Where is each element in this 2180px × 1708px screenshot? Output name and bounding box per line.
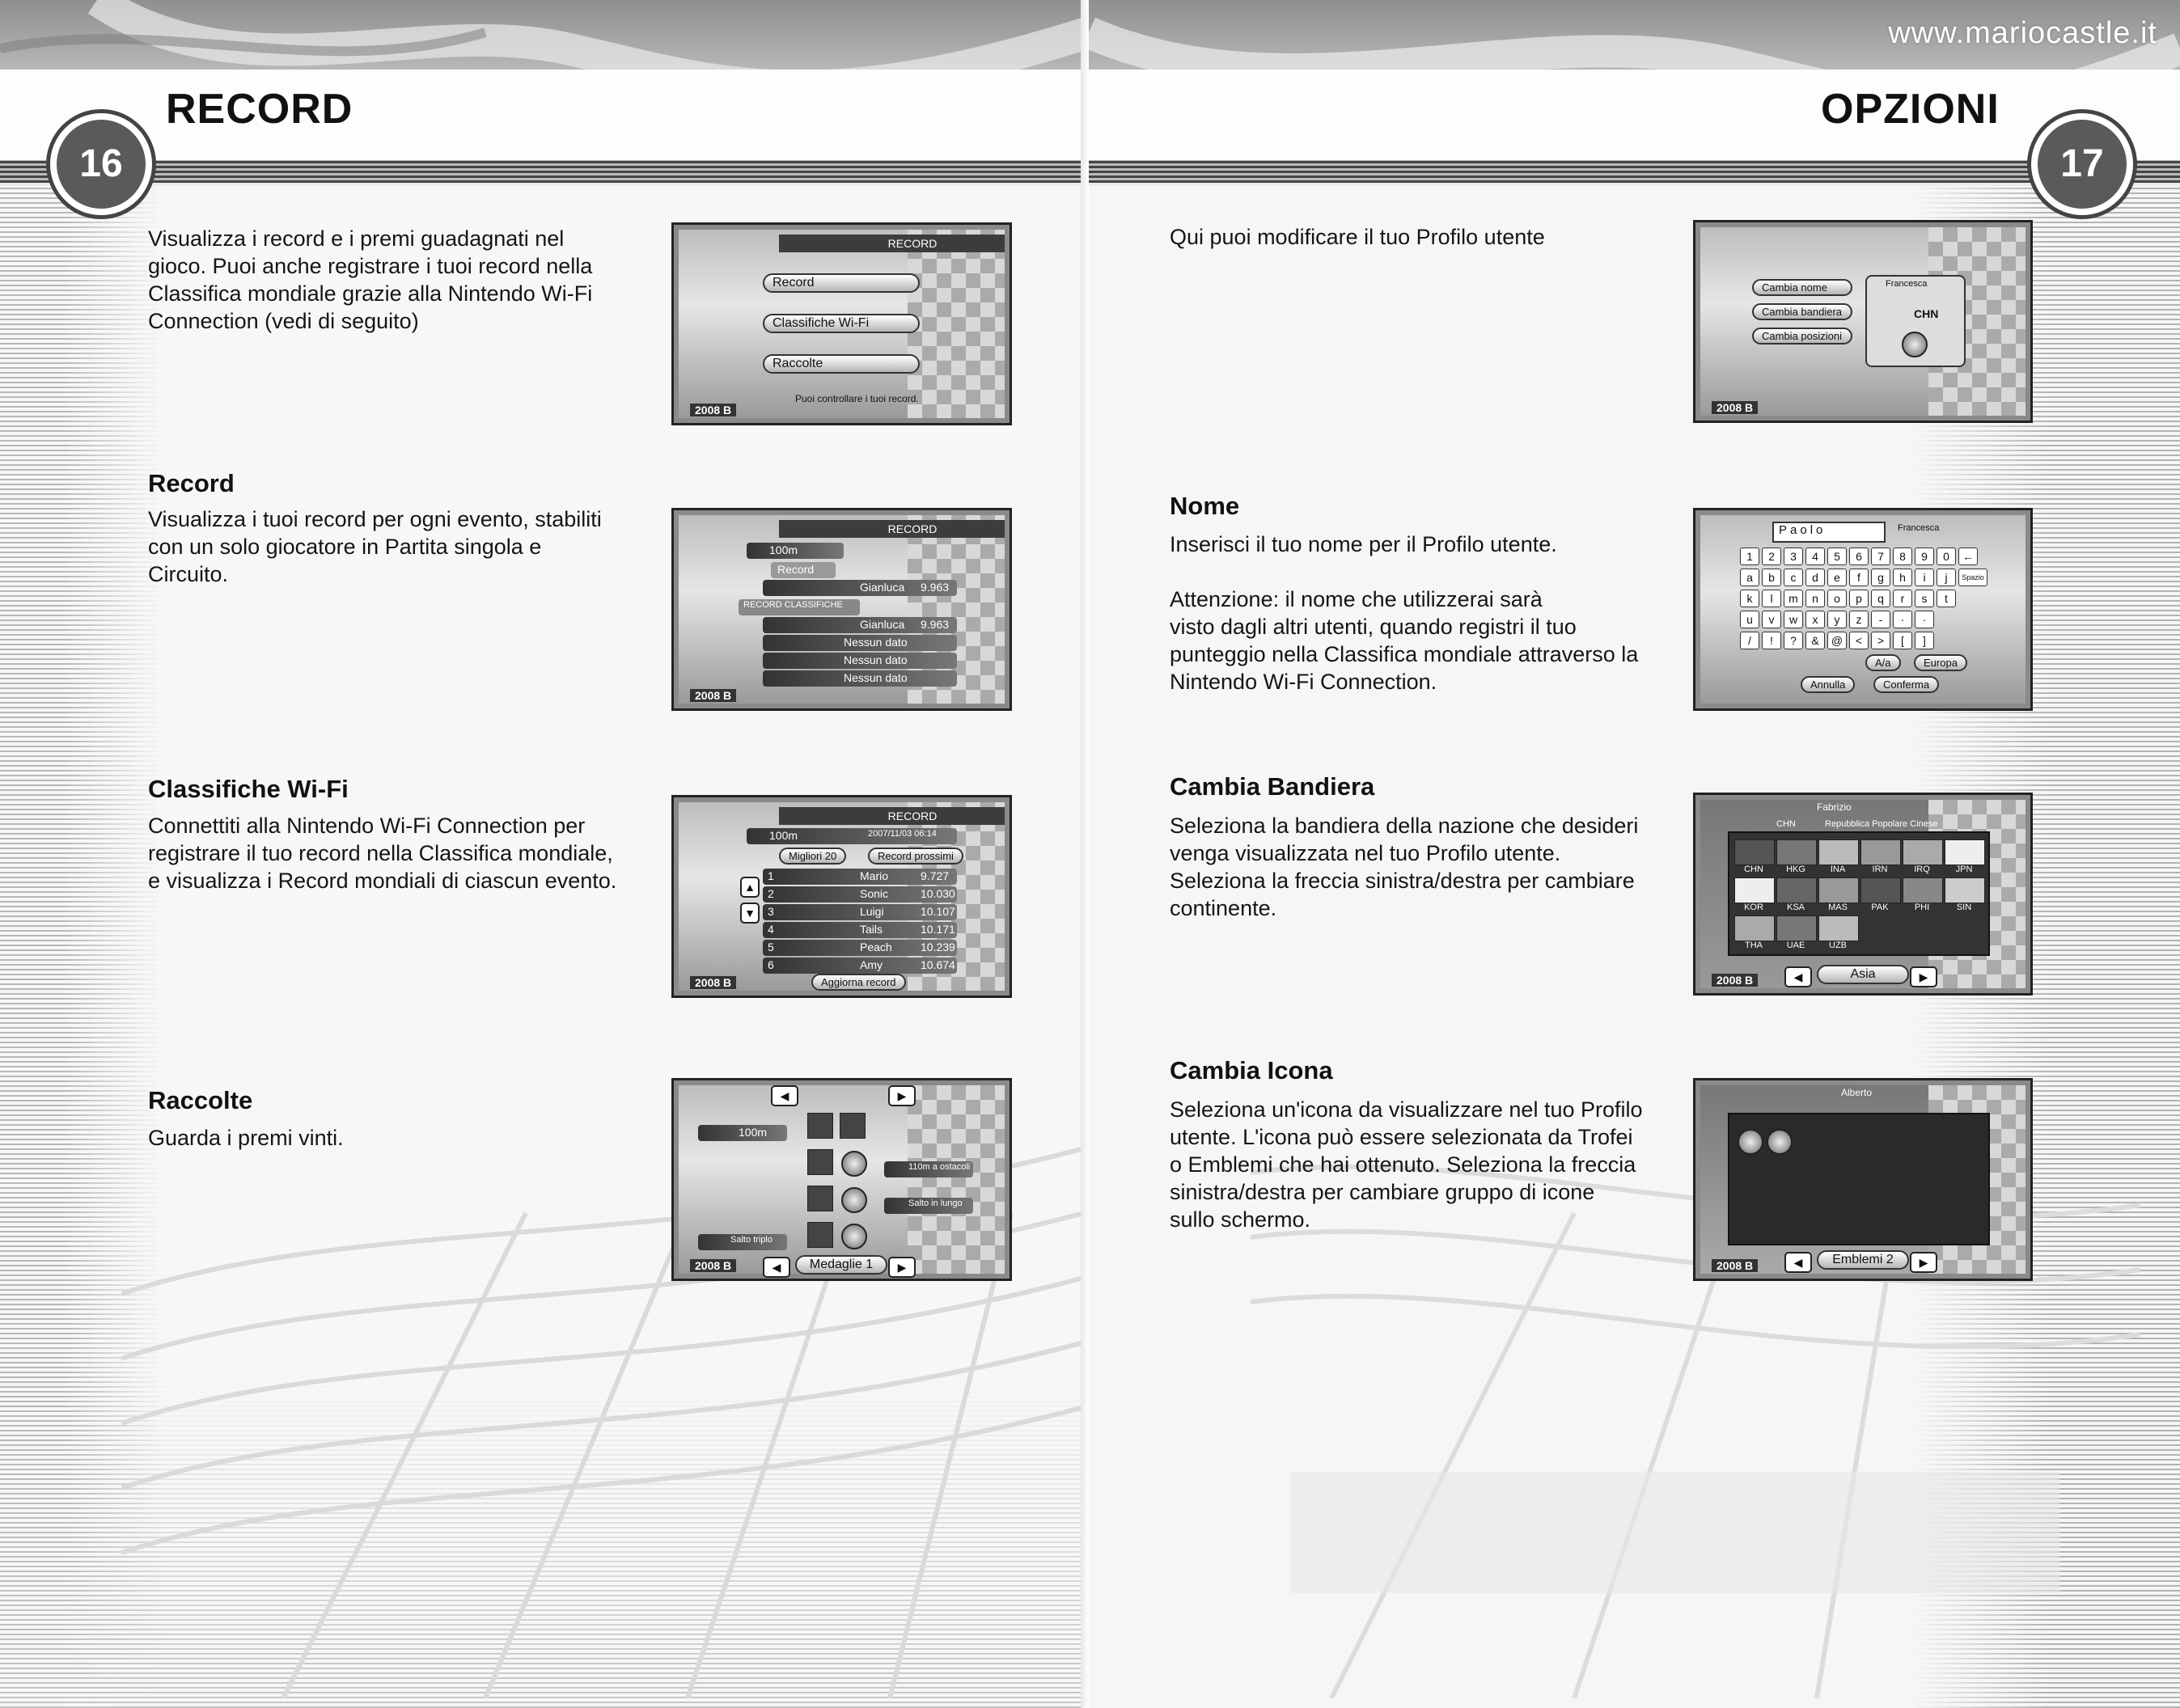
profile-name: Francesca: [1886, 279, 1928, 289]
change-flag-button[interactable]: Cambia bandiera: [1752, 303, 1852, 320]
section-text-icona: Seleziona un'icona da visualizzare nel tuo Profilo utente. L'icona può essere selezionata da Trofei o Emblemi che hai ottenuto. Seleziona la freccia sinistra/destra per cambiare gruppo di icone sullo schermo.: [1170, 1097, 1643, 1232]
record-row: Nessun dato: [763, 635, 957, 651]
cancel-button[interactable]: Annulla: [1801, 676, 1855, 693]
section-text-nome: Inserisci il tuo nome per il Profilo utente. Attenzione: il nome che utilizzerai sarà visto dagli altri utenti, quando registri il tuo punteggio nella Classifica mondiale attraverso la Nintendo Wi-Fi Connection.: [1170, 532, 1639, 694]
ranking-row: 2 Sonic 10.030: [763, 886, 957, 903]
section-text-record: Visualizza i tuoi record per ogni evento, stabiliti con un solo giocatore in Partita singola e Circuito.: [148, 507, 602, 586]
screen-footer: 2008 B: [1712, 974, 1758, 987]
continent-left-icon[interactable]: ◀: [1784, 966, 1812, 987]
section-heading-raccolte: Raccolte: [148, 1086, 253, 1114]
arrow-right-icon[interactable]: ▶: [888, 1085, 916, 1106]
change-position-button[interactable]: Cambia posizioni: [1752, 328, 1852, 345]
tab-near-records[interactable]: Record prossimi: [868, 848, 963, 865]
profile-country: CHN: [1914, 307, 1939, 320]
section-heading-bandiera: Cambia Bandiera: [1170, 772, 1375, 801]
header-white-strip: [0, 70, 1089, 160]
player-name: Fabrizio: [1817, 801, 1852, 813]
section-text-bandiera: Seleziona la bandiera della nazione che desideri venga visualizzata nel tuo Profilo utente. Seleziona la freccia sinistra/destra per cambiare continente.: [1170, 814, 1639, 920]
ranking-row: 3 Luigi 10.107: [763, 904, 957, 920]
keyboard-row-3: k l m n o p q r s t: [1740, 590, 1956, 607]
keyboard-row-5: / ! ? & @ < > [ ]: [1740, 632, 1934, 649]
page-title: OPZIONI: [1821, 86, 2000, 133]
watermark-text: www.mariocastle.it: [1888, 16, 2157, 50]
bottom-stripes: [0, 1375, 1089, 1708]
section-heading-icona: Cambia Icona: [1170, 1056, 1333, 1084]
ranking-row: 4 Tails 10.171: [763, 922, 957, 938]
header-rule: [0, 160, 1089, 183]
update-record-button[interactable]: Aggiorna record: [811, 974, 906, 991]
screenshot-record-menu: RECORD Record Classifiche Wi-Fi Raccolte Puoi controllare i tuoi record. 2008 B: [671, 222, 1012, 425]
scroll-down-icon[interactable]: ▼: [740, 903, 760, 924]
header-white-strip: [1089, 70, 2180, 160]
intro-text: Qui puoi modificare il tuo Profilo utente: [1170, 225, 1545, 249]
left-page: [0, 0, 1089, 1708]
screen-footer: 2008 B: [1712, 1259, 1758, 1272]
ranking-row: 1 Mario 9.727: [763, 869, 957, 885]
scroll-up-icon[interactable]: ▲: [740, 877, 760, 898]
record-row: Nessun dato: [763, 653, 957, 669]
section-heading-wifi: Classifiche Wi-Fi: [148, 775, 349, 803]
record-row: Gianluca 9.963: [763, 580, 957, 596]
event-label: 100m: [769, 543, 798, 556]
icons-left-icon[interactable]: ◀: [1784, 1252, 1812, 1273]
arrow-left-icon[interactable]: ◀: [771, 1085, 798, 1106]
header-rule: [1089, 160, 2180, 183]
medal-icon[interactable]: [841, 1224, 867, 1249]
screen-footer: 2008 B: [690, 404, 736, 416]
screen-footer: 2008 B: [690, 976, 736, 989]
continent-right-icon[interactable]: ▶: [1910, 966, 1937, 987]
section-heading-record: Record: [148, 469, 235, 497]
screenshot-collections: ◀ ▶ 100m 110m a ostacoli Salto in lungo Salto triplo ◀ Medaglie 1 ▶ 2008 B: [671, 1078, 1012, 1281]
change-name-button[interactable]: Cambia nome: [1752, 279, 1852, 296]
player-name: Alberto: [1841, 1087, 1873, 1098]
page-title: RECORD: [166, 86, 353, 133]
record-button[interactable]: Record: [763, 273, 920, 293]
screenshot-profile: [1693, 220, 2033, 423]
space-key[interactable]: Spazio: [1958, 569, 1987, 586]
region-button[interactable]: Europa: [1914, 654, 1967, 671]
section-text-raccolte: Guarda i premi vinti.: [148, 1126, 344, 1150]
name-entry-field[interactable]: Paolo: [1772, 522, 1886, 543]
record-row: Nessun dato: [763, 670, 957, 687]
intro-text: Visualizza i record e i premi guadagnati nel gioco. Puoi anche registrare i tuoi record nella Classifica mondiale grazie alla Nintendo Wi-Fi Connection (vedi di seguito): [148, 226, 593, 333]
case-toggle-button[interactable]: A/a: [1865, 654, 1901, 671]
page-number-badge: 16: [50, 113, 152, 215]
nav-right-icon[interactable]: ▶: [888, 1257, 916, 1278]
tab-best-20[interactable]: Migliori 20: [779, 848, 846, 865]
ranking-row: 6 Amy 10.674: [763, 958, 957, 974]
screenshot-wifi-rankings: RECORD 100m 2007/11/03 06:14 Migliori 20 Record prossimi ▲ ▼ 1 Mario 9.727 2 Sonic 10.030 3 Luigi 10.107 4 Tails 10.171 5 Peach 10.239 6 Amy 10.674 Aggiorna record 2008 B: [671, 795, 1012, 998]
screen-footer: 2008 B: [690, 1259, 736, 1272]
hint-text: Puoi controllare i tuoi record.: [795, 393, 919, 404]
wifi-rankings-button[interactable]: Classifiche Wi-Fi: [763, 314, 920, 333]
medal-icon[interactable]: [841, 1187, 867, 1213]
keyboard-row-2: a b c d e f g h i j Spazio: [1740, 569, 1987, 586]
screenshot-record-list: RECORD 100m Record Gianluca 9.963 RECORD CLASSIFICHE Gianluca 9.963 Nessun dato Nessun dato Nessun dato 2008 B: [671, 508, 1012, 711]
medals-page-label: Medaglie 1: [795, 1255, 887, 1275]
page-number-badge: 17: [2031, 113, 2133, 215]
icons-right-icon[interactable]: ▶: [1910, 1252, 1937, 1273]
record-row: Gianluca 9.963: [763, 617, 957, 633]
right-page: [1089, 0, 2180, 1708]
section-text-wifi: Connettiti alla Nintendo Wi-Fi Connection per registrare il tuo record nella Classifica mondiale, e visualizza i Record mondiali di ciascun evento.: [148, 814, 617, 893]
nav-left-icon[interactable]: ◀: [763, 1257, 790, 1278]
emblem-icon[interactable]: [1767, 1129, 1793, 1155]
keyboard-row-1: 1 2 3 4 5 6 7 8 9 0 ←: [1740, 547, 1978, 565]
screen-footer: 2008 B: [690, 689, 736, 702]
screenshot-icons: [1693, 1078, 2033, 1281]
emblem-group-label: Emblemi 2: [1817, 1250, 1909, 1270]
section-heading-nome: Nome: [1170, 492, 1240, 520]
profile-icon[interactable]: [1902, 332, 1928, 357]
collections-button[interactable]: Raccolte: [763, 354, 920, 374]
backspace-key[interactable]: ←: [1958, 547, 1978, 565]
keyboard-row-4: u v w x y z - · ·: [1740, 611, 1934, 628]
continent-label: Asia: [1817, 965, 1909, 984]
screen-footer: 2008 B: [1712, 401, 1758, 414]
emblem-icon[interactable]: [1738, 1129, 1763, 1155]
ranking-row: 5 Peach 10.239: [763, 940, 957, 956]
confirm-button[interactable]: Conferma: [1873, 676, 1939, 693]
screenshot-flags: Fabrizio CHN Repubblica Popolare Cinese CHN HKG INA IRN IRQ JPN KOR KSA MAS PAK PHI SIN THA UAE UZB ◀ Asia ▶ 2008 B: [1693, 793, 2033, 996]
medal-icon[interactable]: [841, 1151, 867, 1177]
screenshot-keyboard: Paolo Francesca 1 2 3 4 5 6 7 8 9 0 ← a b c d e f g h i j Spazio k l m n o p q r s t u v w x y z - · · / ! ? & @ < > [ ] A/a Europa Annulla Conferma: [1693, 508, 2033, 711]
